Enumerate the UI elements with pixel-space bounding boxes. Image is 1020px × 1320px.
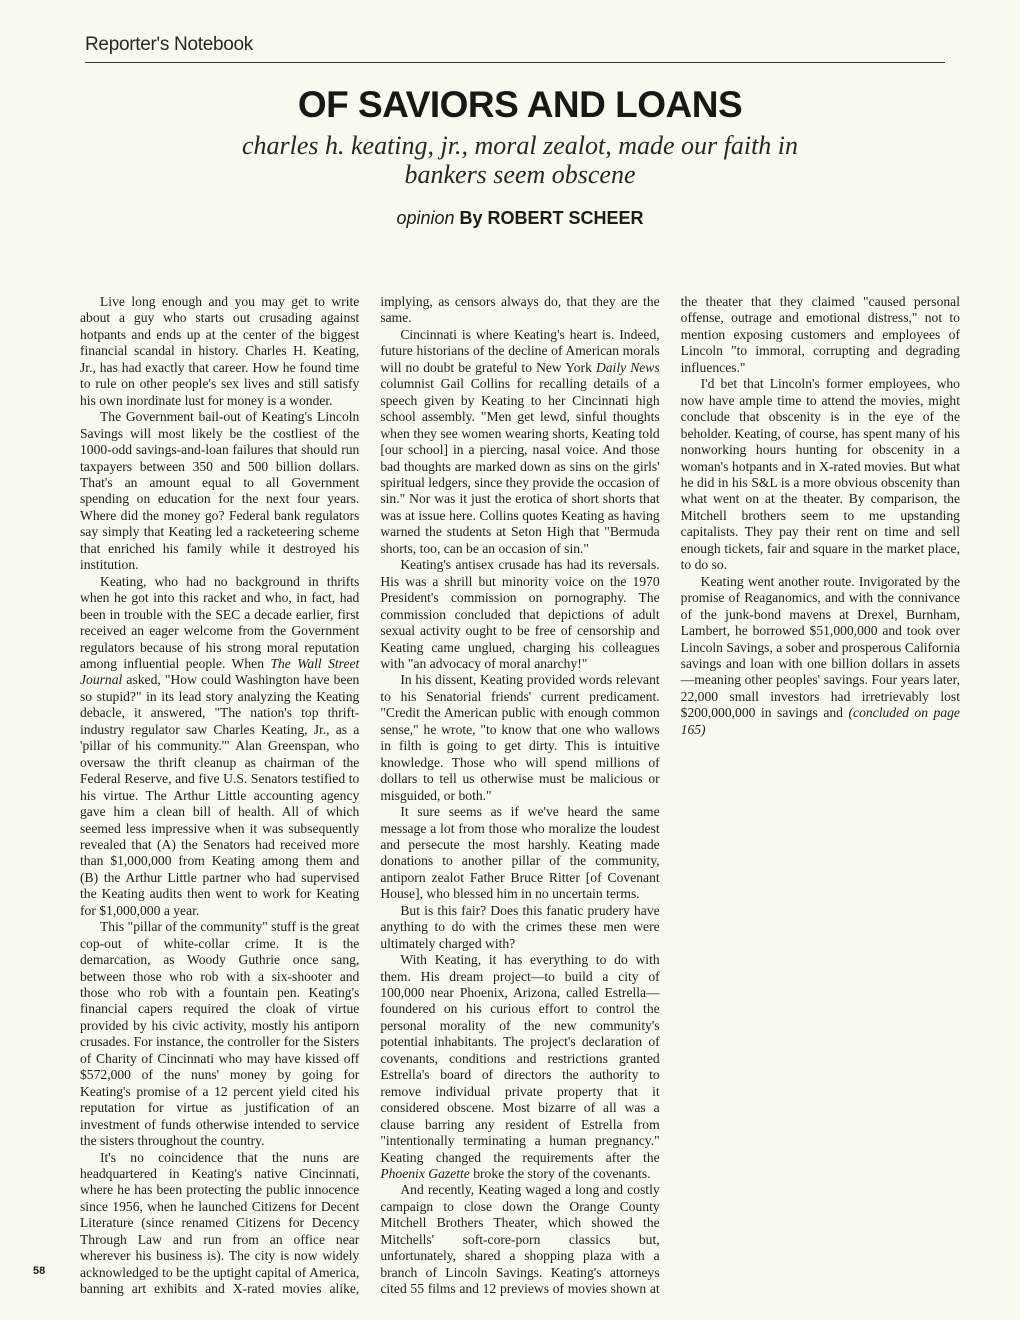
header-rule: [85, 62, 945, 63]
byline-kind: opinion: [396, 208, 455, 228]
paragraph: Cincinnati is where Keating's heart is. Indeed, future historians of the decline of American morals will no doubt be grateful to New York Daily News columnist Gail Collins for recalling details of a speech given by Keating to her Cincinnati high school assembly. "Men get lewd, sinful thoughts when they see women wearing shorts, Keating told [our school] in a piercing, nasal voice. And those bad thoughts are marked down as sins on the girls' spiritual ledgers, since they provide the occasion of sin." Nor was it just the erotica of short shorts that was at issue here. Collins quotes Keating as having warned the students at Seton High that "Bermuda shorts, too, can be an occasion of sin.": [380, 326, 660, 556]
byline-author: By ROBERT SCHEER: [459, 208, 644, 228]
article-body: [80, 294, 960, 1299]
byline: [0, 208, 1020, 229]
publication-name: The Wall Street Journal: [80, 655, 360, 688]
paragraph: Keating went another route. Invigorated by the promise of Reaganomics, and with the connivance of the junk-bond mavens at Drexel, Burnham, Lambert, he borrowed $51,000,000 and took over Lincoln Savings, a sober and prosperous California savings and loan with one billion dollars in assets—meaning other peoples' savings. Four years later, 22,000 small investors had irretrievably lost $200,000,000 in savings and (concluded on page 165): [680, 573, 960, 737]
paragraph: Keating, who had no background in thrifts when he got into this racket and who, in fact, had been in trouble with the SEC a decade earlier, first received an eager welcome from the Government regulators because of his strong moral reputation among influential people. When The Wall Street Journal asked, "How could Washington have been so stupid?" in its lead story analyzing the Keating debacle, it answered, "The nation's top thrift-industry regulator saw Charles Keating, Jr., as a 'pillar of his community.'" Alan Greenspan, who oversaw the thrift cleanup as chairman of the Federal Reserve, and five U.S. Senators testified to his virtue. The Arthur Little accounting agency gave him a clean bill of health. All of which seemed less impressive when it was subsequently revealed that (A) the Senators had received more than $1,000,000 from Keating among them and (B) the Arthur Little partner who had supervised the Keating audits then went to work for Keating for $1,000,000 a year.: [80, 573, 360, 918]
publication-name: Phoenix Gazette: [380, 1166, 470, 1182]
paragraph: But is this fair? Does this fanatic prudery have anything to do with the crimes these men were ultimately charged with?: [380, 902, 660, 951]
publication-name: Daily News: [595, 359, 660, 375]
paragraph: It's no coincidence that the nuns are headquartered in Keating's native Cincinnati, where he has been protecting the public innocence since 1956, when he launched Citizens for Decent Literature (since renamed Citizens for Decency Through Law and run from an office near wherever his business is). The city is now widely acknowledged to be the uptight capital of America, banning art exhibits and X-rated movies alike, implying, as censors always do, that they are the same.: [80, 294, 660, 1297]
page-number: 58: [33, 1265, 46, 1277]
dek: charles h. keating, jr., moral zealot, made our faith in bankers seem obscene: [241, 131, 799, 189]
section-label: Reporter's Notebook: [85, 34, 253, 55]
headline: OF SAVIORS AND LOANS: [297, 84, 743, 125]
paragraph: In his dissent, Keating provided words relevant to his Senatorial friends' current predicament. "Credit the American public with enough common sense," he wrote, "to know that one who wallows in filth is going to get dirty. This is intuitive knowledge. Those who will spend millions of dollars to tell us otherwise must be malicious or misguided, or both.": [380, 672, 660, 803]
paragraph: It sure seems as if we've heard the same message a lot from those who moralize the loudest and persecute the most harshly. Keating made donations to another pillar of the community, antiporn zealot Father Bruce Ritter [of Covenant House], who blessed him in no uncertain terms.: [380, 804, 660, 902]
paragraph: With Keating, it has everything to do with them. His dream project—to build a city of 100,000 near Phoenix, Arizona, called Estrella—foundered on his curious effort to control the personal morality of the new community's potential inhabitants. The project's declaration of covenants, conditions and restrictions granted Estrella's board of directors the authority to remove individual private property that it considered obscene. Most bizarre of all was a clause barring any resident of Estrella from "intentionally terminating a human pregnancy." Keating changed the requirements after the Phoenix Gazette broke the story of the covenants.: [380, 952, 660, 1182]
paragraph: And recently, Keating waged a long and costly campaign to close down the Orange County Mitchell Brothers Theater, which showed the Mitchells' soft-core-porn classics but, unfortunately, shared a shopping plaza with a branch of Lincoln Savings. Keating's attorneys cited 55 films and 12 previews of movies shown at the theater that they claimed "caused personal offense, outrage and emotional distress," not to mention exposing customers and employees of Lincoln "to immoral, corrupting and degrading influences.": [380, 294, 960, 1297]
paragraph: This "pillar of the community" stuff is the great cop-out of white-collar crime. It is the demarcation, as Woody Guthrie once sang, between those who rob with a six-shooter and those who rob with a fountain pen. Keating's financial capers required the cloak of virtue provided by his civic activity, mostly his antiporn crusades. For instance, the controller for the Sisters of Charity of Cincinnati who may have kissed off $572,000 of the nuns' money by going for Keating's promise of a 12 percent yield cited his reputation for virtue as justification of an investment of funds otherwise intended to service the sisters throughout the country.: [80, 919, 360, 1149]
paragraph: Keating's antisex crusade has had its reversals. His was a shrill but minority voice on the 1970 President's commission on pornography. The commission concluded that depictions of adult sexual activity ought to be free of censorship and Keating came unglued, charging his colleagues with "an advocacy of moral anarchy!": [380, 557, 660, 671]
continuation-note: (concluded on page 165): [680, 705, 960, 737]
paragraph: I'd bet that Lincoln's former employees, who now have ample time to attend the movies, might conclude that obscenity is in the eye of the beholder. Keating, of course, has spent many of his nonworking hours hunting for obscenity in a woman's hotpants and in X-rated movies. But what he did in his S&L is a more obvious obscenity than what went on at the theater. By comparison, the Mitchell brothers seem to me upstanding capitalists. They pay their rent on time and sell enough tickets, fair and square in the market place, to do so.: [680, 376, 960, 573]
paragraph: Live long enough and you may get to write about a guy who starts out crusading against hotpants and ends up at the center of the biggest financial scandal in history. Charles H. Keating, Jr., has had exactly that career. How he found time to rule on other people's sex lives and still satisfy his own inordinate lust for money is a wonder.: [80, 294, 360, 408]
paragraph: The Government bail-out of Keating's Lincoln Savings will most likely be the costliest of the 1000-odd savings-and-loan failures that should run taxpayers between 350 and 500 billion dollars. That's an amount equal to all Government spending on education for the next four years. Where did the money go? Federal bank regulators say simply that Keating led a racketeering scheme that enriched his family while it destroyed his institution.: [80, 409, 360, 573]
